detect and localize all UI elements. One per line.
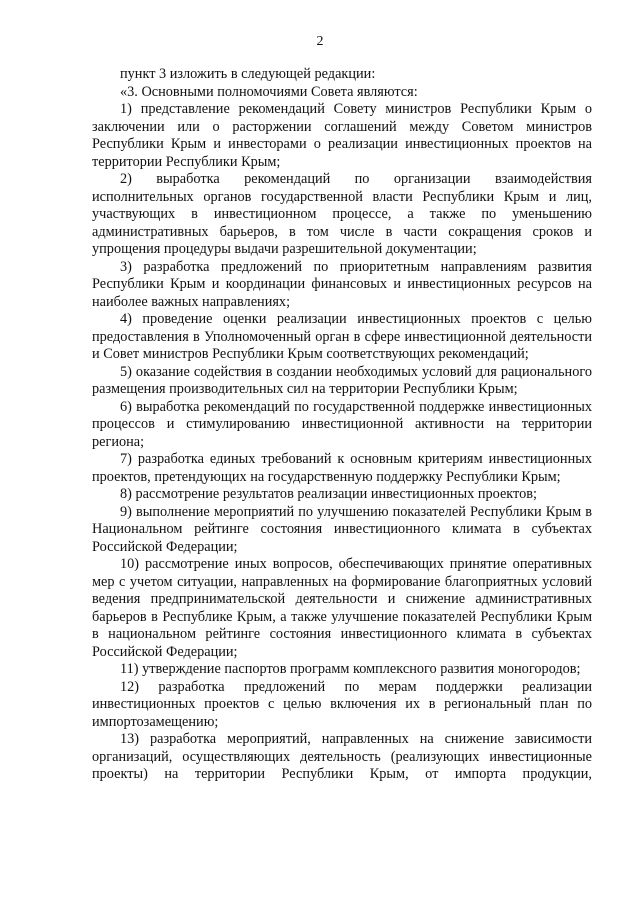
page-number: 2: [316, 34, 324, 49]
paragraph-item-5: 5) оказание содействия в создании необходимых условий для рационального размещения производительных сил на территории Республики Крым;: [92, 363, 592, 397]
paragraph-item-10: 10) рассмотрение иных вопросов, обеспечивающих принятие оперативных мер с учетом ситуации, направленных на формирование благоприятных условий ведения предпринимательской деятельности и снижение административных барьеров в Республике Крым, а также улучшение показателей Республики Крым в национальном рейтинге состояния инвестиционного климата в субъектах Российской Федерации;: [92, 556, 592, 660]
paragraph-item-1: 1) представление рекомендаций Совету министров Республики Крым о заключении или о расторжении соглашений между Советом министров Республики Крым и инвесторами о реализации инвестиционных проектов на территории Республики Крым;: [92, 101, 592, 170]
paragraph-item-4: 4) проведение оценки реализации инвестиционных проектов с целью предоставления в Уполномоченный орган в сфере инвестиционной деятельности и Совет министров Республики Крым соответствующих рекомендаций;: [92, 311, 592, 362]
paragraph-item-11: 11) утверждение паспортов программ комплексного развития моногородов;: [120, 661, 581, 677]
paragraph-item-6: 6) выработка рекомендаций по государственной поддержке инвестиционных процессов и стимулированию инвестиционной активности на территории региона;: [92, 398, 592, 450]
paragraph-item-2: 2) выработка рекомендаций по организации взаимодействия исполнительных органов государственной власти Республики Крым и лиц, участвующих в инвестиционном процессе, а также по уменьшению административных барьеров, в том числе в части сокращения сроков и упрощения процедуры выдачи разрешительной документации;: [92, 171, 592, 257]
paragraph-item-3: 3) разработка предложений по приоритетным направлениям развития Республики Крым и координации финансовых и инвестиционных ресурсов на наиболее важных направлениях;: [92, 258, 592, 310]
paragraph-item-12: 12) разработка предложений по мерам поддержки реализации инвестиционных проектов с целью включения их в региональный план по импортозамещению;: [92, 678, 592, 730]
paragraph-heading: «3. Основными полномочиями Совета являются:: [120, 83, 418, 100]
document-body: [92, 66, 592, 784]
paragraph-item-9: 9) выполнение мероприятий по улучшению показателей Республики Крым в Национальном рейтинге состояния инвестиционного климата в субъектах Российской Федерации;: [92, 503, 592, 555]
paragraph-item-8: 8) рассмотрение результатов реализации инвестиционных проектов;: [120, 486, 537, 502]
paragraph-item-7: 7) разработка единых требований к основным критериям инвестиционных проектов, претендующих на государственную поддержку Республики Крым;: [92, 451, 592, 485]
paragraph-item-13: 13) разработка мероприятий, направленных на снижение зависимости организаций, осуществляющих деятельность (реализующих инвестиционные проекты) на территории Республики Крым, от импорта продукции,: [92, 731, 592, 782]
paragraph-intro: пункт 3 изложить в следующей редакции:: [120, 66, 376, 82]
